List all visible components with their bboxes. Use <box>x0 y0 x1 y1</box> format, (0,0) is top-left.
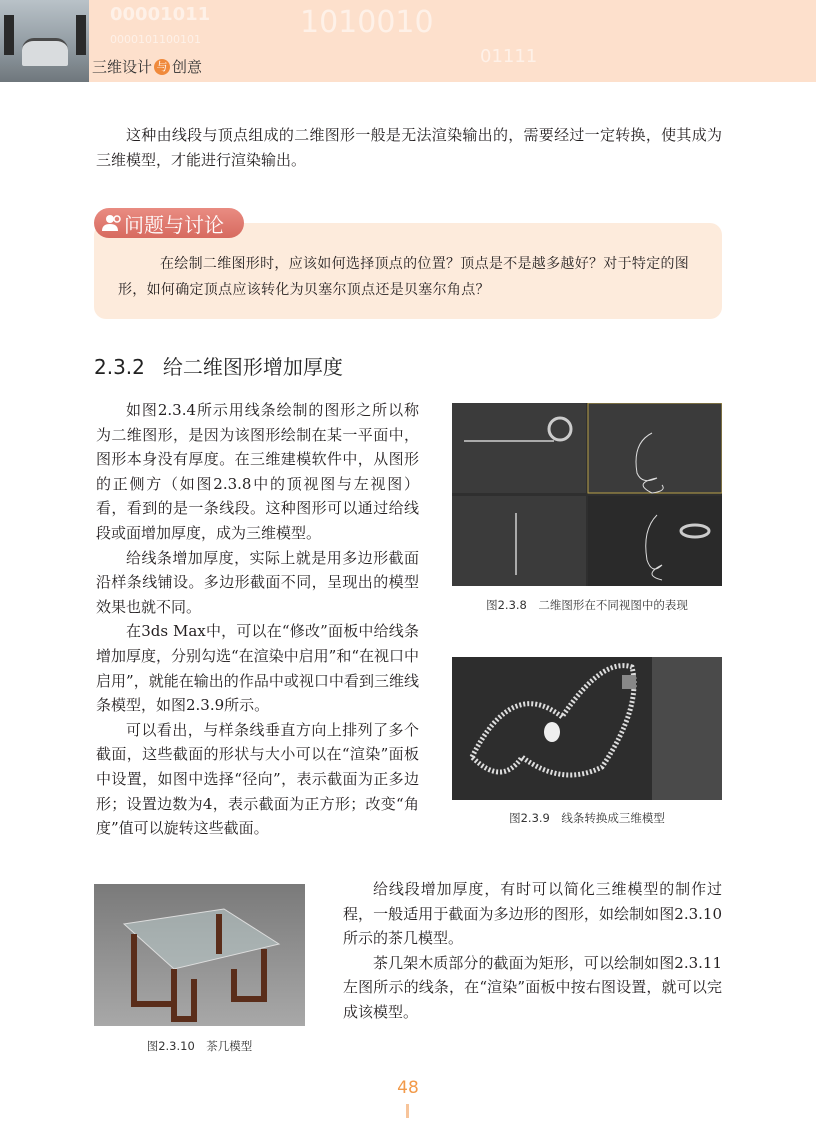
intro-paragraph: 这种由线段与顶点组成的二维图形一般是无法渲染输出的，需要经过一定转换，使其成为三维模型，才能进行渲染输出。 <box>96 126 722 169</box>
section-number: 2.3.2 <box>94 355 145 379</box>
left-column-text <box>96 398 419 841</box>
viewport-grid-image <box>452 403 722 586</box>
people-icon <box>102 214 124 232</box>
title-part: 三维设计 <box>92 58 153 76</box>
paragraph: 给线段增加厚度，有时可以简化三维模型的制作过程，一般适用于截面为多边形的图形，如绘制如图2.3.10所示的茶几模型。 <box>343 880 722 948</box>
book-title <box>92 56 202 77</box>
binary-decoration: 01111 <box>480 46 538 67</box>
paragraph: 茶几架木质部分的截面为矩形，可以绘制如图2.3.11左图所示的线条，在“渲染”面板中按右图设置，就可以完成该模型。 <box>343 953 722 1021</box>
title-part: 创意 <box>172 58 203 76</box>
bedroom-photo <box>0 0 89 82</box>
discussion-label <box>94 208 244 238</box>
tea-table-render-image <box>94 884 305 1026</box>
binary-decoration: 00001011 <box>110 4 211 25</box>
binary-decoration: 0000101100101 <box>110 33 201 46</box>
paragraph: 可以看出，与样条线垂直方向上排列了多个截面，这些截面的形状与大小可以在“渲染”面板中设置，如图中选择“径向”，表示截面为正多边形；设置边数为4，表示截面为正方形；改变“角度”值可以旋转这些截面。 <box>96 720 419 838</box>
section-title: 给二维图形增加厚度 <box>162 355 343 379</box>
paragraph: 在3ds Max中，可以在“修改”面板中给线条增加厚度，分别勾选“在渲染中启用”和“在视口中启用”，就能在输出的作品中或视口中看到三维线条模型，如图2.3.9所示。 <box>96 622 420 715</box>
figure-caption: 图2.3.10 茶几模型 <box>146 1039 253 1053</box>
page-header <box>0 0 816 82</box>
discussion-text: 在绘制二维图形时，应该如何选择顶点的位置？顶点是不是越多越好？对于特定的图形，如何确定顶点应该转化为贝塞尔顶点还是贝塞尔角点？ <box>118 256 690 298</box>
figure-caption: 图2.3.9 线条转换成三维模型 <box>509 811 665 825</box>
figure-tea-table <box>94 884 305 1026</box>
paragraph: 如图2.3.4所示用线条绘制的图形之所以称为二维图形，是因为该图形绘制在某一平面中，图形本身没有厚度。在三维建模软件中，从图形的正侧方（如图2.3.8中的顶视图与左视图）看，看到的是一条线段。这种图形可以通过给线段或面增加厚度，成为三维模型。 <box>96 401 419 542</box>
figure-viewports <box>452 403 722 586</box>
discussion-label-text: 问题与讨论 <box>124 212 224 237</box>
binary-decoration: 1010010 <box>300 5 434 40</box>
section-heading <box>94 351 343 380</box>
page-number: 48 <box>397 1078 419 1098</box>
connector-badge: 与 <box>154 59 170 75</box>
paragraph: 给线条增加厚度，实际上就是用多边形截面沿样条线铺设。多边形截面不同，呈现出的模型效果也就不同。 <box>96 548 419 616</box>
page-number-bar <box>406 1104 409 1118</box>
figure-3d-line <box>452 657 722 800</box>
3d-line-render-image <box>452 657 722 800</box>
figure-caption: 图2.3.8 二维图形在不同视图中的表现 <box>486 598 688 612</box>
right-column-text <box>343 877 722 1025</box>
